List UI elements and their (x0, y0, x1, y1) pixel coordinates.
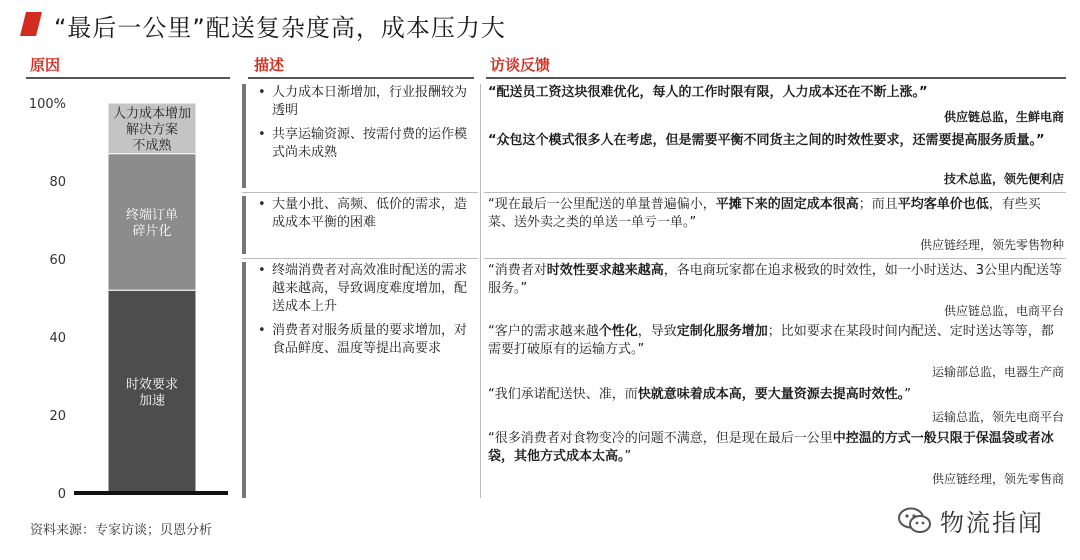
description-divider (242, 258, 478, 259)
column-divider (480, 84, 481, 498)
quote-attribution-2: 技术总监，领先便利店 (943, 172, 1064, 186)
quote-3 (488, 196, 1066, 232)
watermark-text: 物流指闻 (940, 509, 1044, 537)
quote-text-run: ” (904, 387, 912, 402)
segment-label: 不成熟 (132, 138, 172, 154)
quote-text-run: 平摊下来的固定成本很高 (715, 197, 859, 212)
quote-6 (488, 386, 1066, 404)
quote-text-run: “现在最后一公里配送的单量普遍偏小， (488, 197, 716, 212)
wechat-icon (898, 507, 932, 535)
description-block-2 (242, 196, 478, 254)
segment-label: 解决方案 (125, 122, 179, 138)
column-header-description: 描述 (254, 56, 285, 74)
quote-attribution-6: 运输总监，领先电商平台 (931, 410, 1064, 424)
quote-text-run: “客户的需求越来越 (488, 324, 599, 339)
feedback-divider (484, 192, 1066, 193)
stacked-bar-chart (0, 0, 240, 510)
quote-text-run: 定制化服务增加 (676, 324, 768, 339)
description-divider (242, 192, 478, 193)
quote-text-run: ；而且 (858, 197, 898, 212)
segment-label: 碎片化 (132, 223, 172, 239)
quote-text-run: 时效性要求越来越高 (546, 263, 664, 278)
description-item: • 共享运输资源、按需付费的运作模式尚未成熟 (272, 126, 478, 162)
segment-label: 加速 (138, 393, 166, 409)
quote-7 (488, 430, 1066, 466)
description-item: • 人力成本日渐增加，行业报酬较为透明 (272, 84, 478, 120)
quote-text-run: “配送员工资这块很难优化，每人的工作时限有限，人力成本还在不断上涨。” (488, 85, 928, 100)
y-tick-label: 80 (49, 175, 66, 190)
quote-text-run: ，各电商玩家都在追求极致的时效性，如一小时送达、3公里内配送等服务。” (488, 263, 1063, 296)
column-header-reason: 原因 (30, 56, 61, 74)
quote-text-run: “我们承诺配送快、准，而 (488, 387, 638, 402)
description-item: • 终端消费者对高效准时配送的需求越来越高，导致调度难度增加，配送成本上升 (272, 262, 478, 316)
column-rule-description (248, 77, 474, 79)
segment-label: 时效要求 (125, 377, 179, 393)
y-tick-label: 20 (49, 409, 66, 424)
watermark (898, 503, 1044, 538)
feedback-divider (484, 258, 1066, 259)
y-tick-label: 0 (57, 487, 66, 502)
segment-label: 人力成本增加 (112, 106, 192, 122)
quote-text-run: 中控温的方式一般只限于保温袋或者冰袋，其他方式成本太高。 (488, 431, 1054, 464)
segment-label: 终端订单 (125, 207, 179, 223)
quote-text-run: ；比如要求在某段时间内配送、定时送达等等，都需要打破原有的运输方式。” (488, 324, 1054, 357)
y-tick-label: 40 (49, 331, 66, 346)
quote-attribution-7: 供应链经理，领先零售商 (931, 472, 1064, 486)
quote-text-run: 个性化 (598, 324, 638, 339)
source-note: 资料来源：专家访谈；贝恩分析 (30, 523, 213, 538)
y-tick-label: 60 (49, 253, 66, 268)
quote-text-run: “消费者对 (488, 263, 547, 278)
quote-text-run: 快就意味着成本高，要大量资源去提高时效性。 (637, 387, 905, 402)
quote-text-run: ，有些买菜、送外卖之类的单送一单亏一单。” (488, 197, 1041, 230)
description-block-1 (242, 84, 478, 188)
column-header-feedback: 访谈反馈 (490, 56, 551, 74)
quote-text-run: ，导致 (637, 324, 677, 339)
quote-attribution-5: 运输部总监，电器生产商 (931, 365, 1064, 379)
page-title: “最后一公里”配送复杂度高，成本压力大 (54, 14, 506, 42)
quote-text-run: ” (624, 449, 632, 464)
quote-attribution-3: 供应链经理，领先零售物种 (919, 238, 1064, 252)
description-item: • 消费者对服务质量的要求增加，对食品鲜度、温度等提出高要求 (272, 322, 478, 358)
quote-text-run: “众包这个模式很多人在考虑，但是需要平衡不同货主之间的时效性要求，还需要提高服务质量。” (488, 133, 1045, 148)
y-tick-label: 100% (28, 97, 66, 112)
quote-5 (488, 323, 1066, 359)
description-item: • 大量小批、高频、低价的需求，造成成本平衡的困难 (272, 196, 478, 232)
quote-text-run: 平均客单价也低 (897, 197, 989, 212)
description-block-3 (242, 262, 478, 498)
quote-text-run: “很多消费者对食物变冷的问题不满意，但是现在最后一公里 (488, 431, 833, 446)
quote-1 (488, 84, 1066, 102)
quote-4 (488, 262, 1066, 298)
column-rule-feedback (486, 77, 1066, 79)
quote-attribution-4: 供应链总监，电商平台 (943, 304, 1064, 318)
quote-attribution-1: 供应链总监，生鲜电商 (943, 110, 1064, 124)
quote-2 (488, 132, 1066, 150)
